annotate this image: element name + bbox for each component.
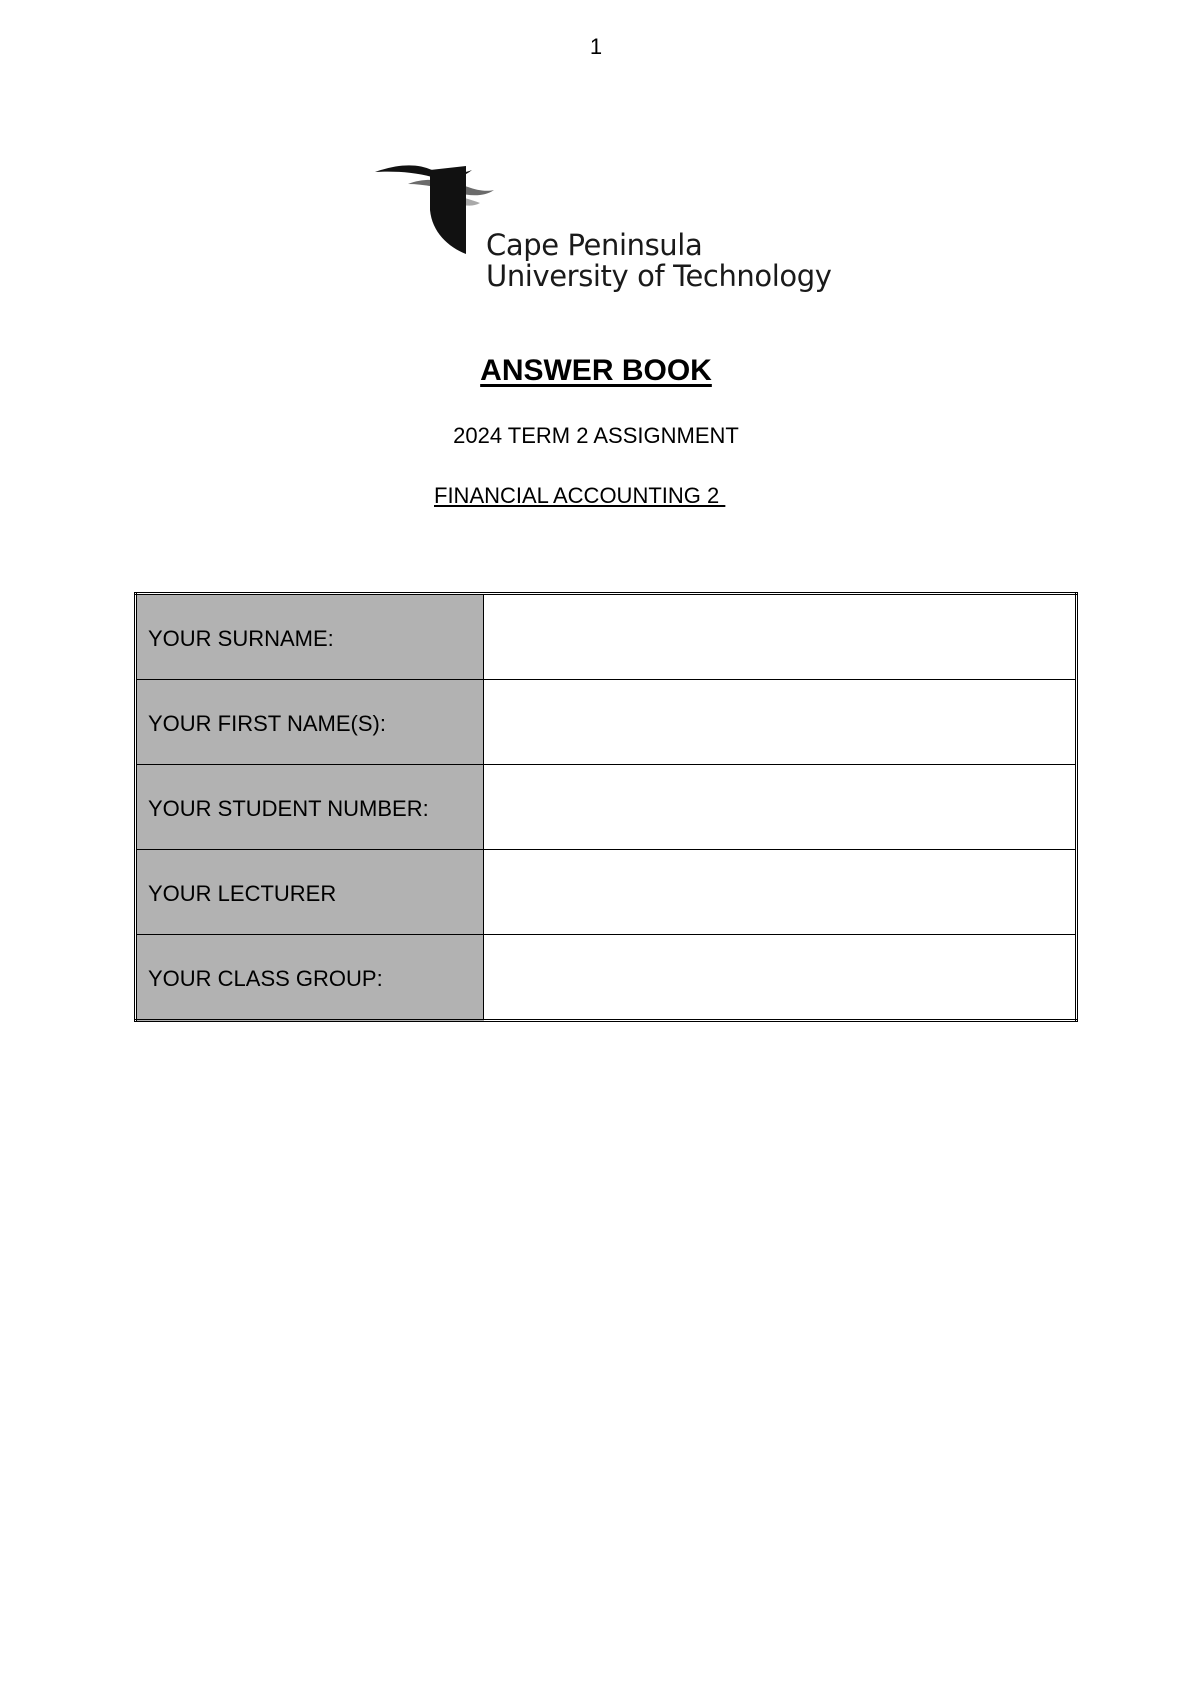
table-row [136,765,1077,850]
first-names-field[interactable] [484,680,1077,765]
surname-field[interactable] [484,594,1077,680]
student-info-table [134,592,1078,1022]
table-row [136,850,1077,935]
student-number-field[interactable] [484,765,1077,850]
course-name: FINANCIAL ACCOUNTING 2 [434,483,726,508]
logo-line-1: Cape Peninsula [486,228,703,262]
first-names-label: YOUR FIRST NAME(S): [136,680,484,765]
student-number-label: YOUR STUDENT NUMBER: [136,765,484,850]
surname-label: YOUR SURNAME: [136,594,484,680]
table-row [136,680,1077,765]
cput-logo-icon [372,162,497,266]
class-group-field[interactable] [484,935,1077,1021]
table-row [136,594,1077,680]
lecturer-field[interactable] [484,850,1077,935]
university-logo [372,162,832,307]
lecturer-label: YOUR LECTURER [136,850,484,935]
page-number: 1 [589,34,603,59]
logo-line-2: University of Technology [486,259,832,293]
page-title: ANSWER BOOK [480,354,712,387]
class-group-label: YOUR CLASS GROUP: [136,935,484,1021]
table-row [136,935,1077,1021]
assignment-subtitle: 2024 TERM 2 ASSIGNMENT [453,423,739,448]
